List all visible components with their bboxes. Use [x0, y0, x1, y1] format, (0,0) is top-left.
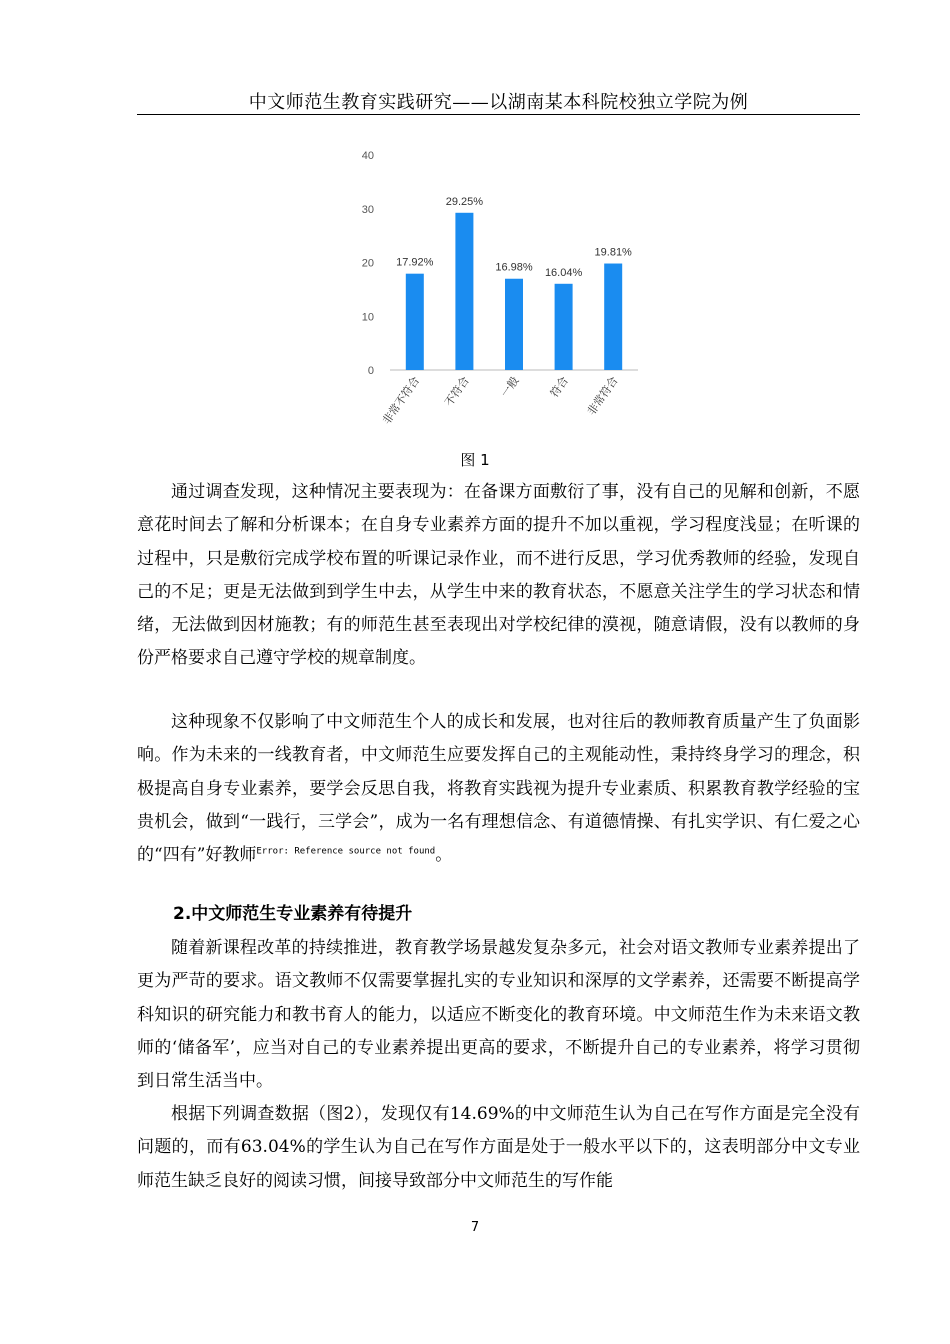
x-tick-label-2: 一般: [498, 374, 522, 400]
y-tick-label-2: 20: [361, 257, 374, 270]
bar-3: [555, 284, 573, 370]
paragraph-2-end: 。: [435, 845, 453, 866]
data-label-3: 16.04%: [544, 266, 583, 279]
bar-2: [505, 279, 523, 370]
figure-caption: 图 1: [460, 451, 490, 469]
paragraph-1: 通过调查发现，这种情况主要表现为：在备课方面敷衍了事，没有自己的见解和创新，不愿意花时间去了解和分析课本；在自身专业素养方面的提升不加以重视，学习程度浅显；在听课的过程中，只是敷衍完成学校布置的听课记录作业，而不进行反思，学习优秀教师的经验，发现自己的不足；更是无法做到到学生中去，从学生中来的教育状态，不愿意关注学生的学习状态和情绪，无法做到因材施教；有的师范生甚至表现出对学校纪律的漠视，随意请假，没有以教师的身份严格要求自己遵守学校的规章制度。: [137, 482, 860, 669]
header-rule: [137, 114, 860, 115]
paragraph-4: 根据下列调查数据（图2），发现仅有14.69%的中文师范生认为自己在写作方面是完全没有问题的，而有63.04%的学生认为自己在写作方面是处于一般水平以下的，这表明部分中文专业师范生缺乏良好的阅读习惯，间接导致部分中文师范生的写作能: [137, 1104, 860, 1191]
page-number: 7: [470, 1220, 480, 1235]
bar-0: [406, 274, 424, 370]
bar-chart-svg: [355, 140, 645, 440]
data-label-4: 19.81%: [594, 246, 632, 259]
bar-1: [455, 213, 473, 370]
paragraph-2-text: 这种现象不仅影响了中文师范生个人的成长和发展，也对往后的教师教育质量产生了负面影响。作为未来的一线教育者，中文师范生应要发挥自己的主观能动性，秉持终身学习的理念，积极提高自身专业素养，要学会反思自我，将教育实践视为提升专业素质、积累教育教学经验的宝贵机会，做到“一践行，三学会”，成为一名有理想信念、有道德情操、有扎实学识、有仁爱之心的“四有”好教师: [137, 712, 860, 866]
y-tick-label-1: 10: [361, 311, 374, 324]
data-label-2: 16.98%: [495, 261, 533, 274]
x-tick-label-4: 非常符合: [584, 374, 621, 418]
page-header-title: 中文师范生教育实践研究——以湖南某本科院校独立学院为例: [248, 92, 749, 113]
data-label-1: 29.25%: [445, 195, 484, 208]
y-tick-label-0: 0: [367, 365, 374, 377]
x-tick-label-1: 不符合: [442, 374, 472, 409]
x-tick-label-0: 非常不符合: [380, 374, 423, 427]
data-label-0: 17.92%: [396, 256, 434, 269]
y-tick-label-3: 30: [361, 203, 374, 216]
paragraph-3: 随着新课程改革的持续推进，教育教学场景越发复杂多元，社会对语文教师专业素养提出了更为严苛的要求。语文教师不仅需要掌握扎实的专业知识和深厚的文学素养，还需要不断提高学科知识的研究能力和教书育人的能力，以适应不断变化的教育环境。中文师范生作为未来语文教师的‘储备军’，应当对自己的专业素养提出更高的要求，不断提升自己的专业素养，将学习贯彻到日常生活当中。: [137, 938, 860, 1092]
bar-chart: [355, 140, 645, 440]
bar-4: [604, 264, 622, 370]
y-tick-label-4: 40: [361, 150, 374, 162]
paragraph-2: [137, 706, 860, 872]
reference-error-note: Error: Reference source not found: [256, 846, 436, 857]
x-tick-label-3: 符合: [547, 374, 572, 400]
section-heading: 2.中文师范生专业素养有待提升: [173, 904, 413, 924]
